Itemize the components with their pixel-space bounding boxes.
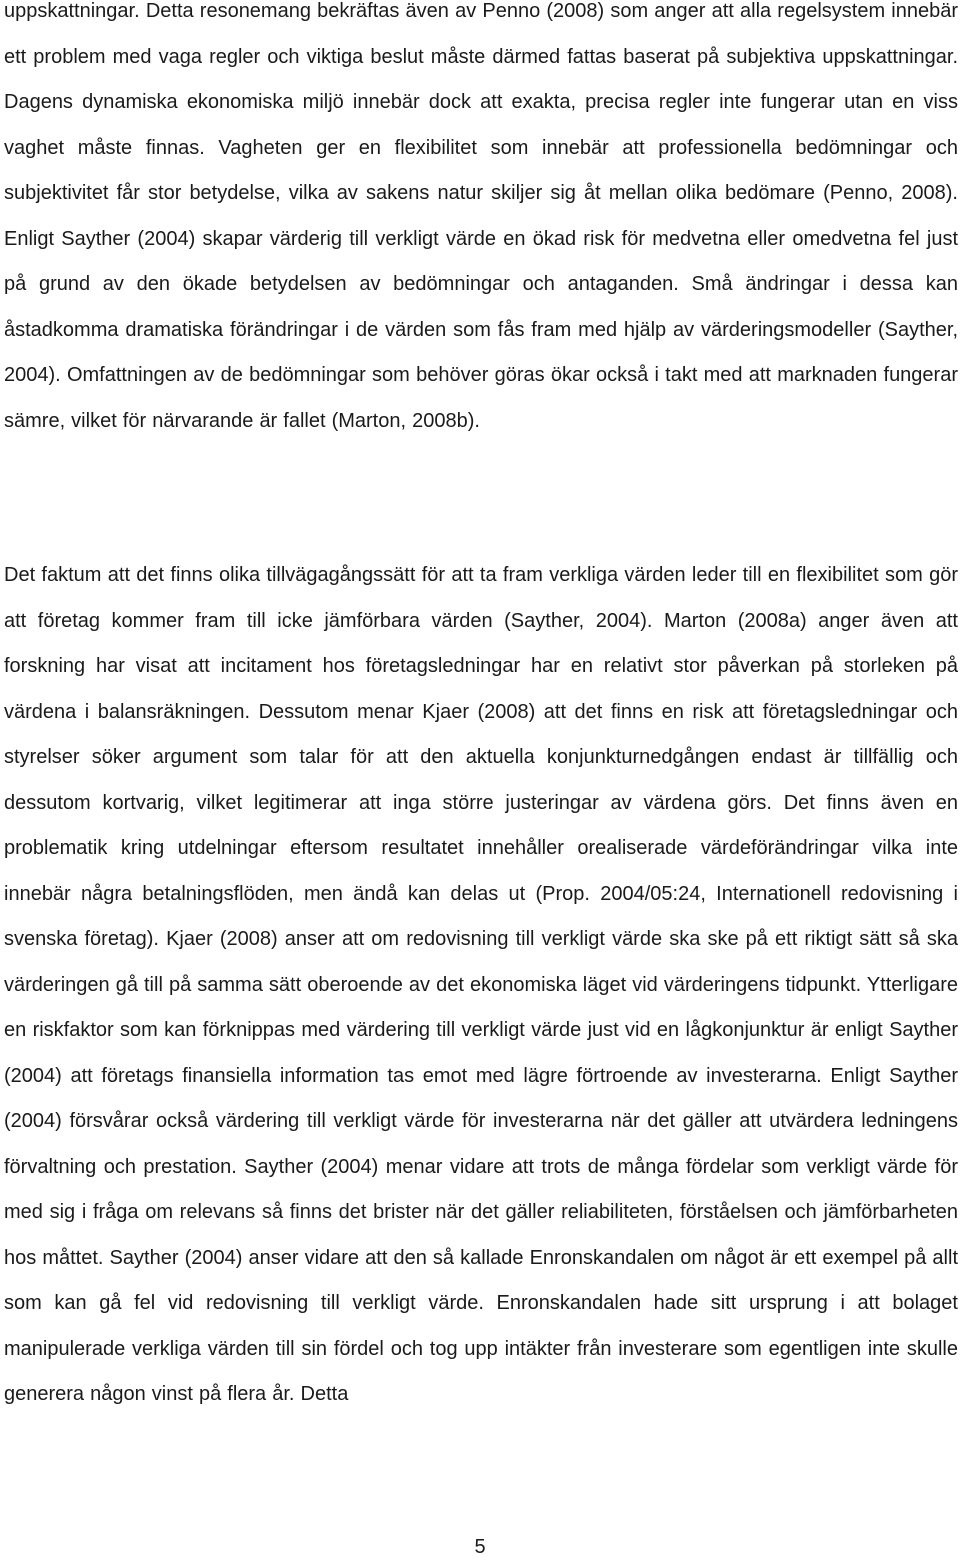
paragraph-2: Det faktum att det finns olika tillvägagångssätt för att ta fram verkliga värden leder till en flexibilitet som gör att företag kommer fram till icke jämförbara värden (Sayther, 2004). Marton (2008a) anger även att forskning har visat att incitament hos företagsledningar har en relativt stor påverkan på storleken på värdena i balansräkningen. Dessutom menar Kjaer (2008) att det finns en risk att företagsledningar och styrelser söker argument som talar för att den aktuella konjunkturnedgången endast är tillfällig och dessutom kortvarig, vilket legitimerar att inga större justeringar av värdena görs. Det finns även en problematik kring utdelningar eftersom resultatet innehåller orealiserade värdeförändringar vilka inte innebär några betalningsflöden, men ändå kan delas ut (Prop. 2004/05:24, Internationell redovisning i svenska företag). Kjaer (2008) anser att om redovisning till verkligt värde ska ske på ett riktigt sätt så ska värderingen gå till på samma sätt oberoende av det ekonomiska läget vid värderingens tidpunkt. Ytterligare en riskfaktor som kan förknippas med värdering till verkligt värde just vid en lågkonjunktur är enligt Sayther (2004) att företags finansiella information tas emot med lägre förtroende av investerarna. Enligt Sayther (2004) försvårar också värdering till verkligt värde för investerarna när det gäller att utvärdera ledningens förvaltning och prestation. Sayther (2004) menar vidare att trots de många fördelar som verkligt värde för med sig i fråga om relevans så finns det brister när det gäller reliabiliteten, förståelsen och jämförbarheten hos måttet. Sayther (2004) anser vidare att den så kallade Enronskandalen om något är ett exempel på allt som kan gå fel vid redovisning till verkligt värde. Enronskandalen hade sitt ursprung i att bolaget manipulerade verkliga värden till sin fördel och tog upp intäkter från investerare som egentligen inte skulle generera någon vinst på flera år. Detta [4,564,958,1405]
paragraph-1: uppskattningar. Detta resonemang bekräftas även av Penno (2008) som anger att alla regelsystem innebär ett problem med vaga regler och viktiga beslut måste därmed fattas baserat på subjektiva uppskattningar. Dagens dynamiska ekonomiska miljö innebär dock att exakta, precisa regler inte fungerar utan en viss vaghet måste finnas. Vagheten ger en flexibilitet som innebär att professionella bedömningar och subjektivitet får stor betydelse, vilka av sakens natur skiljer sig åt mellan olika bedömare (Penno, 2008). Enligt Sayther (2004) skapar värderig till verkligt värde en ökad risk för medvetna eller omedvetna fel just på grund av den ökade betydelsen av bedömningar och antaganden. Små ändringar i dessa kan åstadkomma dramatiska förändringar i de värden som fås fram med hjälp av värderingsmodeller (Sayther, 2004). Omfattningen av de bedömningar som behöver göras ökar också i takt med att marknaden fungerar sämre, vilket för närvarande är fallet (Marton, 2008b). [4,0,958,432]
page-number: 5 [474,1536,486,1558]
